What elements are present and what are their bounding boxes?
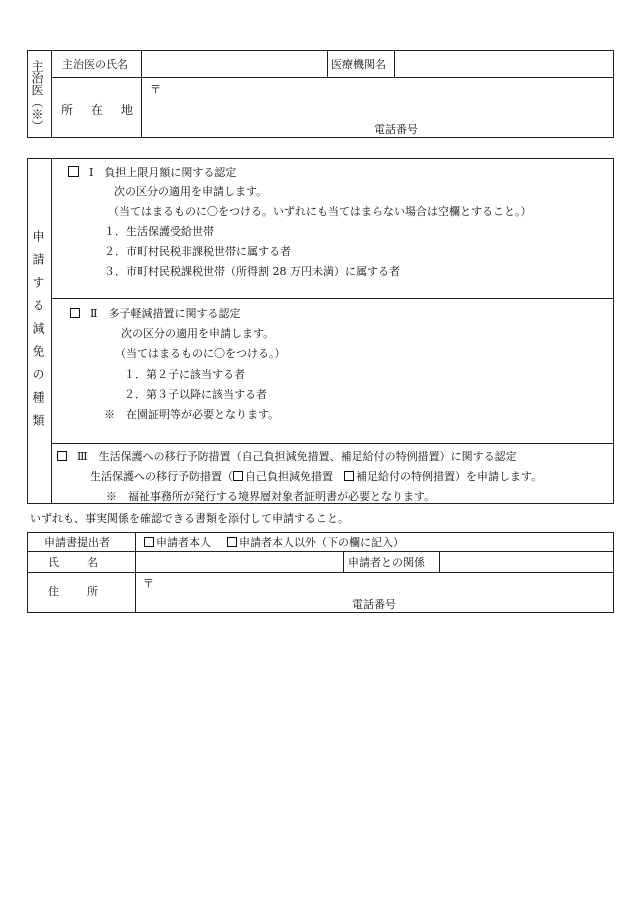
doctor-institution-field[interactable]: [396, 52, 612, 75]
submitter-row-2: [27, 572, 614, 573]
doctor-name-label: 主治医の氏名: [62, 58, 128, 71]
doctor-inst-divider: [327, 50, 328, 77]
section3-opt-a: 自己負担減免措置: [245, 470, 344, 483]
section3-opt-a-checkbox[interactable]: [233, 471, 243, 481]
submitter-label: 申請書提出者: [44, 536, 110, 549]
submitter-options: [144, 537, 404, 548]
doctor-section-label: 主治医（※）: [30, 60, 44, 132]
section1-checkbox[interactable]: [68, 166, 79, 177]
doctor-row-divider: [51, 77, 614, 78]
submitter-self-label: 申請者本人: [156, 536, 211, 549]
submitter-col-1: [135, 532, 136, 613]
reduction-side-divider: [51, 158, 52, 504]
section2-item-1[interactable]: １．第２子に該当する者: [124, 368, 245, 381]
submitter-relation-field[interactable]: [441, 553, 612, 570]
section3-line: [90, 471, 542, 482]
section3-remark: ※ 福祉事務所が発行する境界層対象者証明書が必要となります。: [106, 490, 436, 503]
section2-intro: 次の区分の適用を申請します。: [121, 327, 275, 340]
submitter-row-1: [27, 551, 614, 552]
submitter-self-checkbox[interactable]: [144, 537, 154, 547]
doctor-address-label: 所 在 地: [61, 103, 137, 117]
section1-title: [68, 166, 236, 178]
reduction-divider-1: [51, 298, 614, 299]
section3-checkbox[interactable]: [57, 451, 67, 461]
doctor-inst-divider-2: [394, 50, 395, 77]
section3-opt-b: 補足給付の特例措置）を申請します。: [356, 470, 543, 483]
section1-intro: 次の区分の適用を申請します。: [114, 185, 268, 198]
submitter-other-checkbox[interactable]: [227, 537, 237, 547]
submitter-other-label: 申請者本人以外（下の欄に記入）: [239, 536, 404, 549]
doctor-divider: [51, 50, 52, 138]
reduction-side-label: 申請する減免の種類: [31, 230, 45, 437]
submitter-address-field[interactable]: [152, 575, 612, 595]
submitter-name-field[interactable]: [137, 553, 341, 570]
section1-note: （当てはまるものに〇をつける。いずれにも当てはまらない場合は空欄とすること。）: [108, 205, 532, 218]
submitter-col-3: [439, 551, 440, 572]
section1-item-3[interactable]: ３．市町村民税課税世帯（所得割 28 万円未満）に属する者: [104, 265, 400, 278]
section1-title-text: Ⅰ 負担上限月額に関する認定: [89, 166, 237, 179]
reduction-divider-2: [51, 443, 614, 444]
section2-title: [70, 308, 240, 319]
submitter-relation-label: 申請者との関係: [348, 556, 425, 569]
submitter-col-2: [343, 551, 344, 572]
section2-item-2[interactable]: ２．第３子以降に該当する者: [124, 388, 267, 401]
section3-line-text: 生活保護への移行予防措置（: [90, 470, 233, 483]
doctor-name-field[interactable]: [143, 52, 325, 75]
section2-title-text: Ⅱ 多子軽減措置に関する認定: [90, 307, 241, 320]
section3-opt-b-checkbox[interactable]: [344, 471, 354, 481]
section1-item-2[interactable]: ２．市町村民税非課税世帯に属する者: [104, 245, 291, 258]
doctor-address-field[interactable]: [160, 80, 610, 120]
section1-item-1[interactable]: １．生活保護受給世帯: [104, 225, 214, 238]
submitter-name-label: 氏 名: [48, 556, 100, 569]
footer-note: いずれも、事実関係を確認できる書類を添付して申請すること。: [30, 512, 349, 525]
doctor-institution-label: 医療機関名: [331, 58, 386, 71]
doctor-postal-mark: 〒: [150, 83, 161, 96]
section2-note: （当てはまるものに〇をつける。）: [115, 347, 286, 360]
submitter-address-label: 住 所: [48, 585, 100, 598]
doctor-phone-label: 電話番号: [374, 123, 418, 136]
submitter-phone-label: 電話番号: [352, 598, 396, 611]
section2-remark: ※ 在園証明等が必要となります。: [104, 408, 280, 421]
section3-title-text: Ⅲ 生活保護への移行予防措置（自己負担減免措置、補足給付の特例措置）に関する認定: [77, 450, 517, 463]
submitter-postal-mark: 〒: [143, 577, 154, 590]
section2-checkbox[interactable]: [70, 308, 80, 318]
section3-title: [57, 451, 517, 462]
doctor-name-divider: [141, 50, 142, 138]
